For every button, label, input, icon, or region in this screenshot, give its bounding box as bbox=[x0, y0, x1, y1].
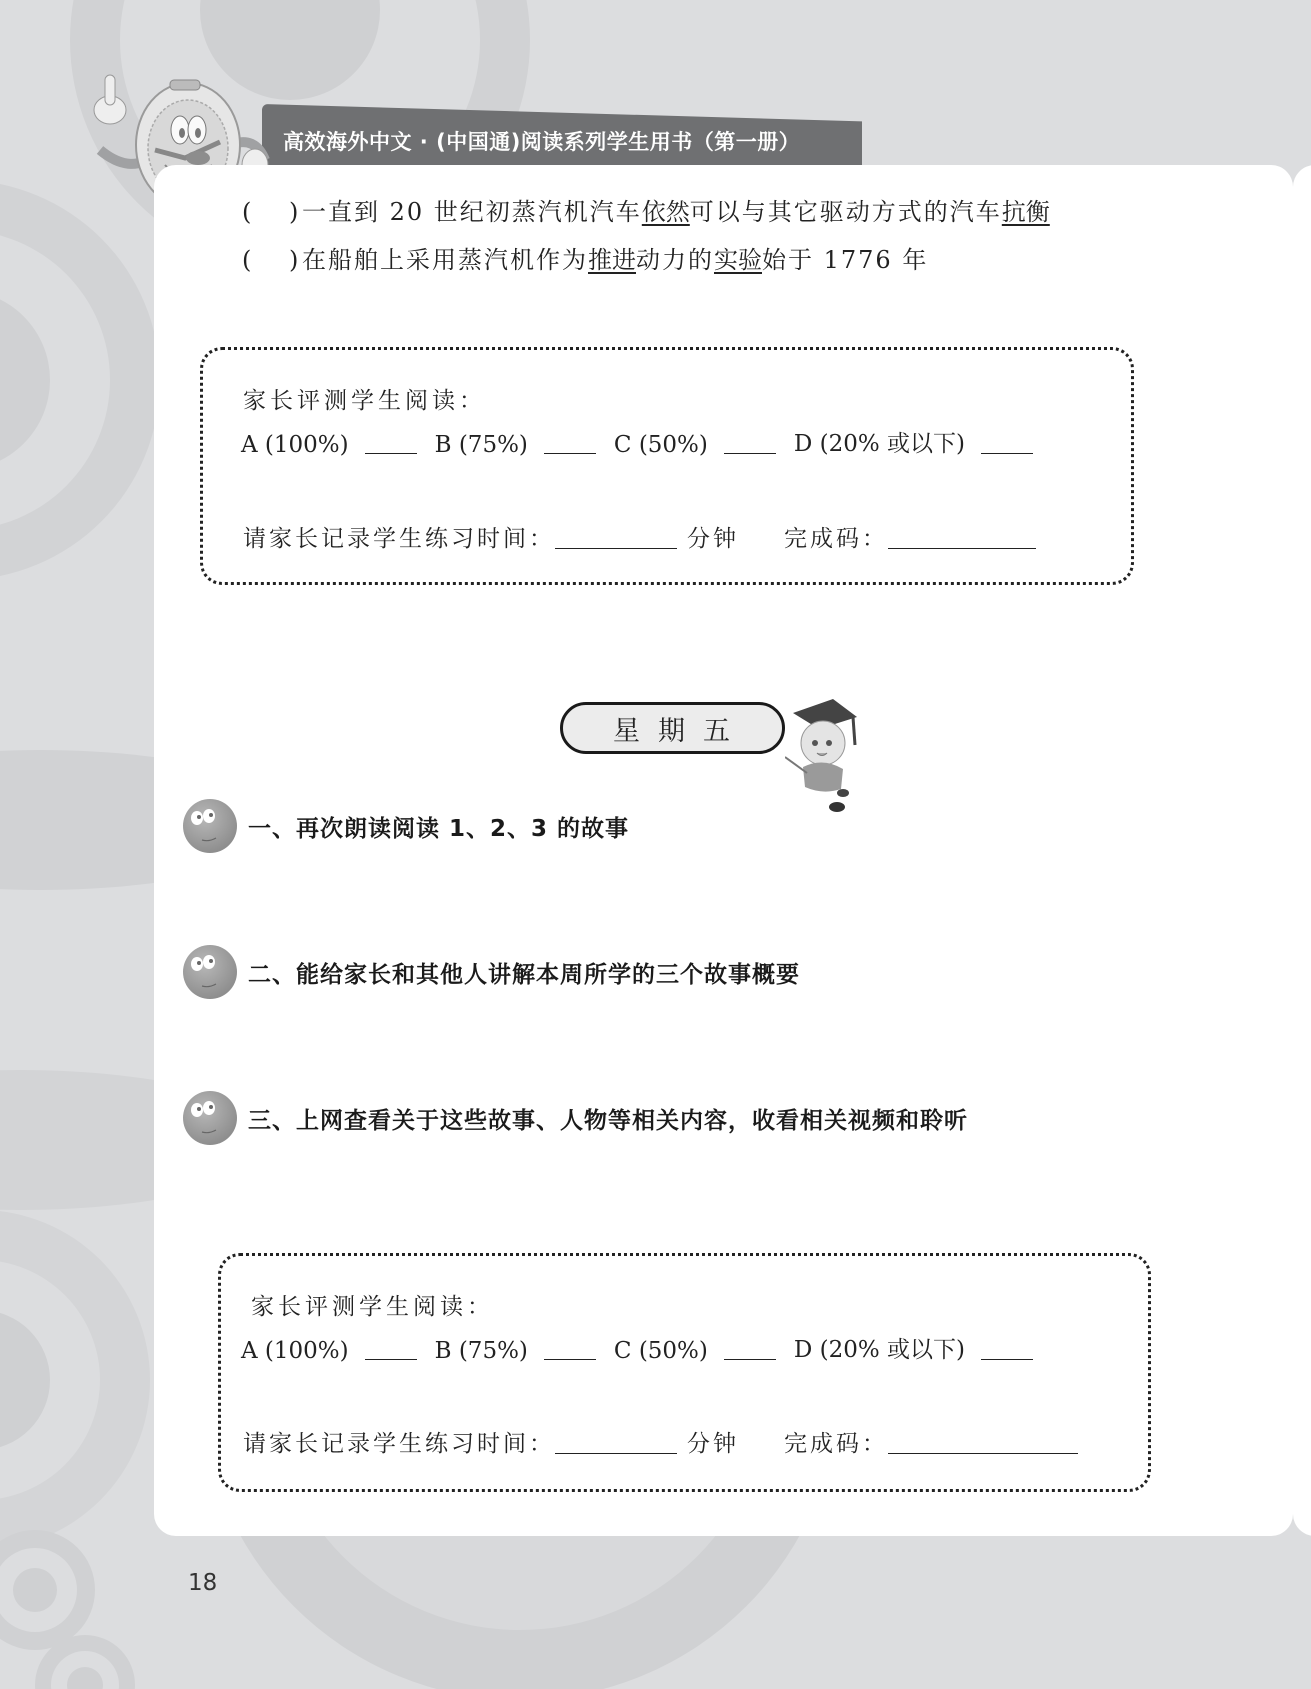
grade-options-row bbox=[241, 425, 1051, 458]
smiley-face-icon bbox=[182, 798, 238, 854]
completion-code-input-line[interactable] bbox=[888, 1452, 1078, 1454]
underlined-word: 抗衡 bbox=[1001, 198, 1050, 226]
practice-time-row: 请家长记录学生练习时间： 分钟 完成码： bbox=[243, 520, 1036, 553]
grade-blank[interactable] bbox=[365, 1358, 417, 1360]
grade-blank[interactable] bbox=[981, 1358, 1033, 1360]
grade-blank[interactable] bbox=[544, 452, 596, 454]
task-label: 三、上网查看关于这些故事、人物等相关内容，收看相关视频和聆听 bbox=[248, 1107, 968, 1134]
graduate-girl-icon bbox=[785, 695, 865, 815]
grade-blank[interactable] bbox=[544, 1358, 596, 1360]
evaluation-title: 家长评测学生阅读： bbox=[243, 388, 486, 414]
task-item-1 bbox=[182, 797, 629, 855]
underlined-word: 实验 bbox=[714, 246, 762, 274]
practice-time-row: 请家长记录学生练习时间： 分钟 完成码： bbox=[243, 1425, 1078, 1458]
minutes-input-line[interactable] bbox=[555, 1452, 677, 1454]
answer-blank-parens[interactable]: ( ) bbox=[242, 246, 301, 274]
grade-blank[interactable] bbox=[724, 1358, 776, 1360]
smiley-face-icon bbox=[182, 1090, 238, 1146]
answer-blank-parens[interactable]: ( ) bbox=[242, 198, 301, 226]
grade-c[interactable]: C (50%) bbox=[614, 1338, 776, 1364]
underlined-word: 依然 bbox=[641, 198, 690, 226]
task-label: 一、再次朗读阅读 1、2、3 的故事 bbox=[248, 815, 630, 842]
grade-d[interactable]: D (20% 或以下) bbox=[794, 1331, 1033, 1364]
grade-c[interactable]: C (50%) bbox=[614, 432, 776, 458]
question-2: ( )在船舶上采用蒸汽机作为推进动力的实验始于 1776 年 bbox=[242, 240, 928, 275]
task-item-2 bbox=[182, 943, 800, 1001]
grade-a[interactable]: A (100%) bbox=[241, 432, 417, 458]
underlined-word: 推进 bbox=[588, 246, 636, 274]
smiley-face-icon bbox=[182, 944, 238, 1000]
grade-b[interactable]: B (75%) bbox=[435, 1338, 596, 1364]
grade-blank[interactable] bbox=[981, 452, 1033, 454]
completion-code-input-line[interactable] bbox=[888, 547, 1036, 549]
task-label: 二、能给家长和其他人讲解本周所学的三个故事概要 bbox=[248, 961, 800, 988]
evaluation-title: 家长评测学生阅读： bbox=[251, 1294, 494, 1320]
grade-blank[interactable] bbox=[365, 452, 417, 454]
book-title: 高效海外中文 · (中国通)阅读系列学生用书（第一册） bbox=[283, 130, 801, 154]
grade-blank[interactable] bbox=[724, 452, 776, 454]
grade-d[interactable]: D (20% 或以下) bbox=[794, 425, 1033, 458]
grade-b[interactable]: B (75%) bbox=[435, 432, 596, 458]
task-item-3 bbox=[182, 1089, 968, 1147]
page-number: 18 bbox=[188, 1570, 218, 1596]
minutes-input-line[interactable] bbox=[555, 547, 677, 549]
grade-a[interactable]: A (100%) bbox=[241, 1338, 417, 1364]
next-page-edge bbox=[1293, 165, 1311, 1536]
day-header-friday: 星期五 bbox=[560, 702, 785, 754]
grade-options-row bbox=[241, 1331, 1051, 1364]
question-1: ( )一直到 20 世纪初蒸汽机汽车依然可以与其它驱动方式的汽车抗衡 bbox=[242, 192, 1050, 227]
